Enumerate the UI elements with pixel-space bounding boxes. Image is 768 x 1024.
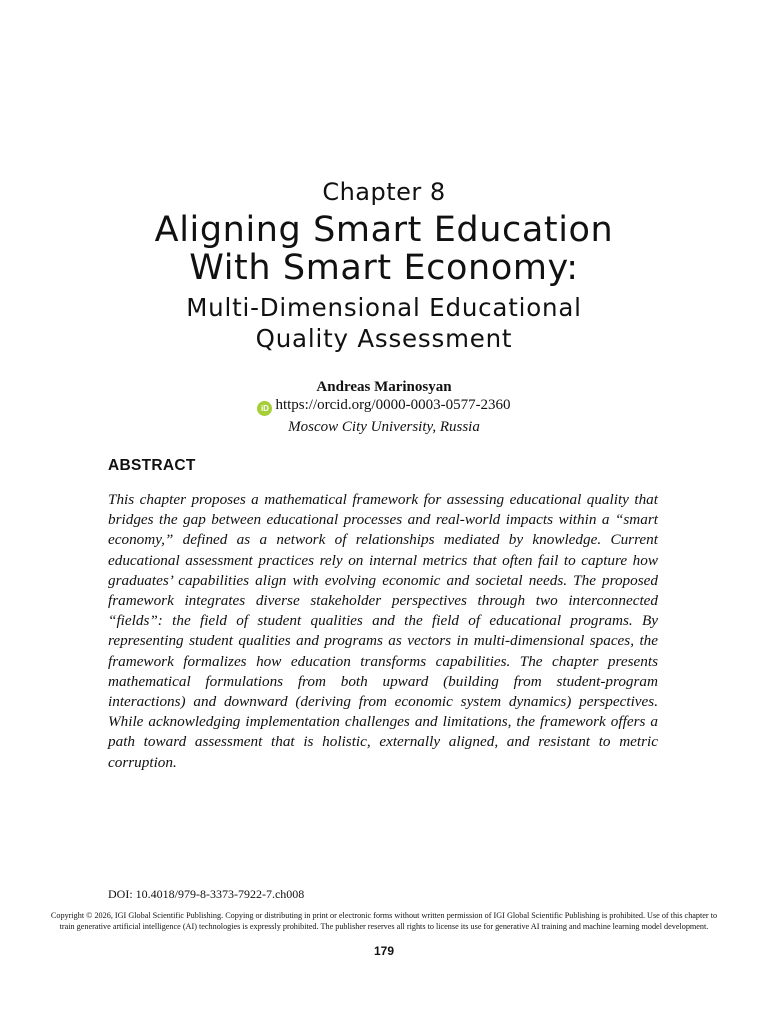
chapter-subtitle-line-1: Multi-Dimensional Educational <box>186 293 582 322</box>
orcid-icon: iD <box>257 401 272 416</box>
copyright-notice <box>4 911 764 932</box>
page-number: 179 <box>373 944 395 958</box>
chapter-title-line-1: Aligning Smart Education <box>154 210 614 250</box>
doi-line: DOI: 10.4018/979-8-3373-7922-7.ch008 <box>108 887 305 901</box>
chapter-label: Chapter 8 <box>322 178 446 206</box>
orcid-line <box>0 397 768 416</box>
chapter-title-line-2: With Smart Economy: <box>189 248 579 288</box>
chapter-subtitle-line-2: Quality Assessment <box>255 324 513 353</box>
abstract-heading: ABSTRACT <box>108 457 196 474</box>
copyright-line-1: Copyright © 2026, IGI Global Scientific Publishing. Copying or distributing in print or electronic forms without written permission of IGI Global Scientific Publishing is prohibited. Use of this chapter to <box>50 911 718 920</box>
chapter-subtitle <box>0 292 768 354</box>
author-name: Andreas Marinosyan <box>316 379 452 395</box>
author-affiliation: Moscow City University, Russia <box>288 419 480 435</box>
chapter-title <box>0 211 768 287</box>
abstract-body: This chapter proposes a mathematical framework for assessing educational quality that bridges the gap between educational processes and real-world impacts within a “smart economy,” defined as a network of relationships mediated by knowledge. Current educational assessment practices rely on internal metrics that often fail to capture how graduates’ capabilities align with evolving economic and societal needs. The proposed framework integrates diverse stakeholder perspectives through two interconnected “fields”: the field of student qualities and the field of educational programs. By representing student qualities and programs as vectors in multi-dimensional spaces, the framework formalizes how education transforms capabilities. The chapter presents mathematical formulations from both upward (building from student-program interactions) and downward (deriving from economic system dynamics) perspectives. While acknowledging implementation challenges and limitations, the framework offers a path toward assessment that is holistic, externally aligned, and resistant to metric corruption. <box>108 491 658 771</box>
orcid-link[interactable]: https://orcid.org/0000-0003-0577-2360 <box>275 397 511 413</box>
copyright-line-2: train generative artificial intelligence (AI) technologies is expressly prohibited. The publisher reserves all rights to license its use for generative AI training and machine learning model development. <box>59 921 709 931</box>
